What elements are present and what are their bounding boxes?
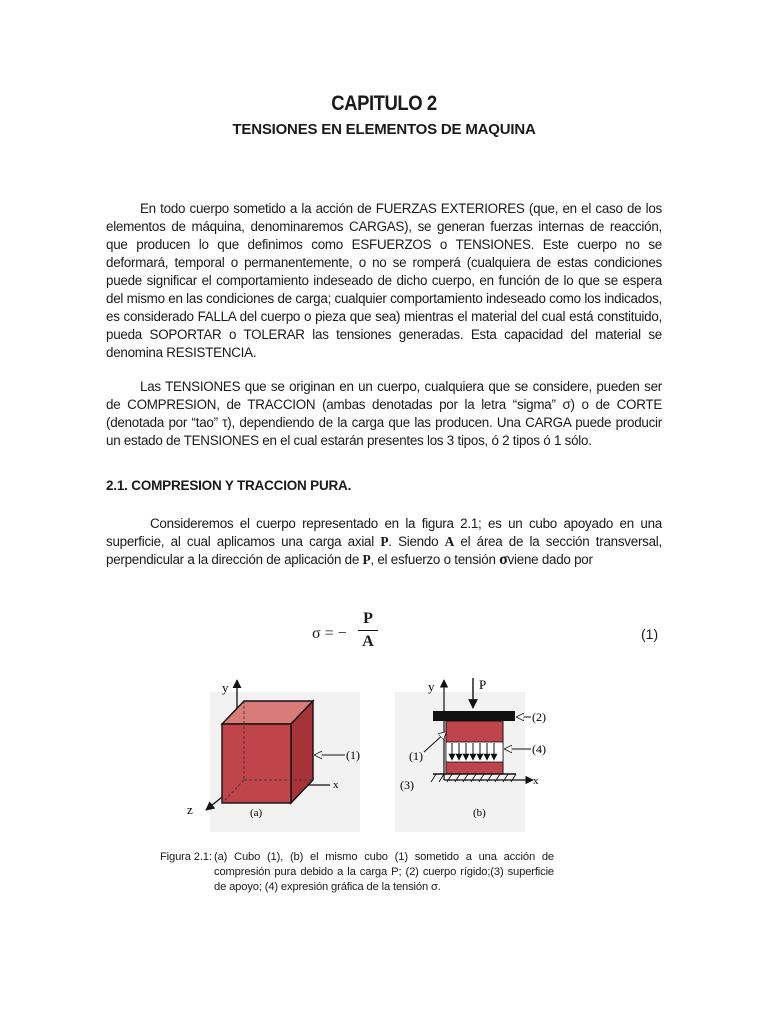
formula-fraction (358, 610, 378, 651)
axis-y-label: y (222, 680, 229, 695)
section-heading: 2.1. COMPRESION Y TRACCION PURA. (106, 478, 352, 493)
load-label: P (479, 677, 487, 692)
caption-label: Figura 2.1: (160, 851, 212, 863)
chapter-title: CAPITULO 2 (331, 92, 437, 115)
area-symbol: A (444, 534, 455, 549)
callout-3-label: (3) (400, 778, 414, 792)
figure-2-1 (187, 670, 570, 840)
callout-1-label: (1) (409, 749, 423, 763)
formula-numerator: P (363, 610, 373, 627)
rigid-body (433, 711, 515, 721)
p3-text-a: Consideremos el cuerpo representado en la figura 2.1; es un cubo apoyado en una superficie, al cual aplicamos una carga axial (106, 516, 662, 549)
axis-z-label: z (187, 802, 193, 817)
figure-b-label: (b) (473, 807, 486, 819)
cube-front-face (222, 724, 291, 803)
axis-x-label: x (533, 775, 539, 787)
axis-y-label: y (428, 679, 435, 694)
formula-denominator: A (362, 633, 374, 650)
callout-2-label: (2) (532, 710, 546, 724)
sigma-symbol: σ (499, 551, 508, 568)
equation-number: (1) (641, 626, 659, 642)
caption-text: (a) Cubo (1), (b) el mismo cubo (1) sometido a una acción de compresión pura debido a la carga P; (2) cuerpo rígido;(3) superficie de apoyo; (4) expresión gráfica de la tensión σ. (214, 851, 554, 893)
axis-x-label: x (333, 779, 339, 791)
figure-a-cube (187, 680, 360, 832)
p3-text-e: viene dado por (507, 552, 593, 567)
p3-text-b: . Siendo (388, 534, 445, 549)
formula-lhs: σ = − (312, 625, 347, 642)
paragraph-intro: En todo cuerpo sometido a la acción de FUERZAS EXTERIORES (que, en el caso de los elementos de máquina, denominaremos CARGAS), se generan fuerzas internas de reacción, que producen lo que definimos como ESFUERZOS o TENSIONES. Este cuerpo no se deformará, temporal o permanentemente, o no se romperá (cualquiera de estas condiciones puede significar el comportamiento indeseado de dicho cuerpo, en función de lo que se espera del mismo en las condiciones de carga; cualquier comportamiento indeseado como los indicados, es considerado FALLA del cuerpo o pieza que sea) mientras el material del cual está constituido, pueda SOPORTAR o TOLERAR las tensiones generadas. Esta capacidad del material se denomina RESISTENCIA. (106, 201, 662, 360)
fraction-bar (358, 630, 378, 631)
p3-text-d: , el esfuerzo o tensión (370, 552, 500, 567)
paragraph-consideremos (106, 515, 662, 569)
callout-4-label: (4) (532, 742, 546, 756)
chapter-subtitle: TENSIONES EN ELEMENTOS DE MAQUINA (232, 121, 536, 138)
callout-1-label: (1) (346, 748, 360, 762)
load-symbol: P (380, 534, 389, 549)
figure-a-label: (a) (250, 807, 263, 819)
p3-text-c: el área de la sección transversal, perpendicular a la dirección de aplicación de (106, 534, 662, 567)
load-symbol: P (362, 552, 371, 567)
figure-b-compression (395, 677, 546, 832)
paragraph-tensiones: Las TENSIONES que se originan en un cuerpo, cualquiera que se considere, pueden ser de COMPRESION, de TRACCION (ambas denotadas por la letra “sigma” σ) o de CORTE (denotada por “tao” τ), dependiendo de la carga que las producen. Una CARGA puede producir un estado de TENSIONES en el cual estarán presentes los 3 tipos, ó 2 tipos ó 1 sólo. (106, 379, 662, 448)
